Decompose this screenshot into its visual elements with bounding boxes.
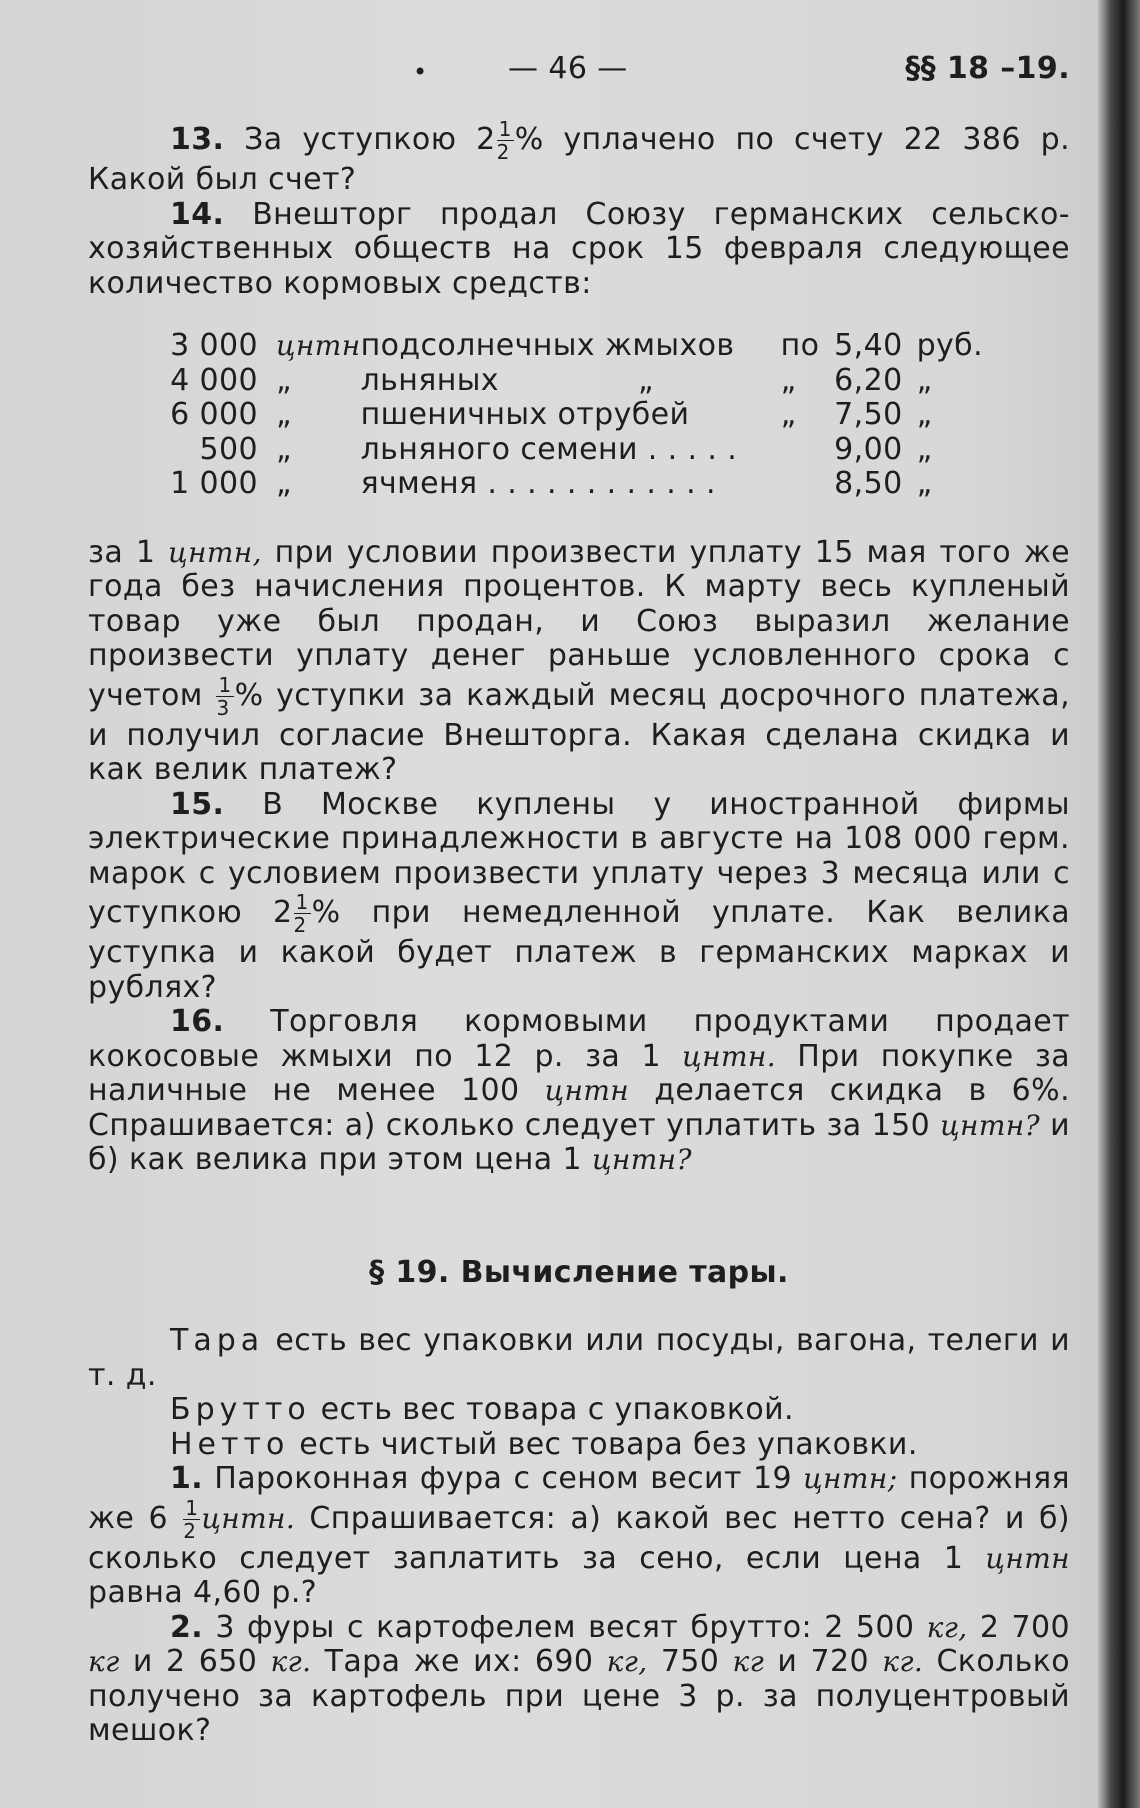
problem-16 — [88, 1005, 1070, 1178]
table-cell-desc: ячменя . . . . . . . . . . . . — [360, 466, 716, 501]
problem-number: 13. — [170, 122, 225, 157]
problem-number: 14. — [170, 196, 225, 232]
unit-text: кг — [732, 1645, 765, 1678]
unit-text: цнтн, — [168, 535, 262, 569]
problem-text: При покупке за наличные не менее 100 — [88, 1038, 1071, 1108]
section-19-heading: § 19. Вычисление тары. — [369, 1254, 789, 1290]
problem-text: Внешторг продал Союзу германских сельско-хозяйственных обществ на срок 15 февраля следующее количество кормовых средств: — [88, 196, 1071, 301]
table-cell-qty: 500 — [199, 431, 258, 467]
problem-text: В Москве куплены у иностранной фирмы электрические принадлежности в августе на 108 000 герм. марок с условием произвести уплату через 3 месяца или с уступкою 2 — [88, 786, 1070, 930]
problem-text: 2 700 — [967, 1609, 1070, 1645]
problem-13 — [88, 118, 1070, 198]
table-cell-po: по — [780, 328, 820, 363]
table-cell-desc: пшеничных отрубей — [360, 397, 690, 432]
problem-text: За уступкою 2 — [244, 122, 496, 157]
problem-text: % при немедленной уплате. Как велика уступка и какой будет платеж в германских марках и рублях? — [88, 895, 1070, 1005]
unit-text: кг. — [882, 1645, 924, 1678]
problem-text: и б) как велика при этом цена 1 — [88, 1107, 1070, 1177]
fraction-denominator: 3 — [216, 695, 230, 720]
definition-text: есть вес упаковки или посуды, вагона, телеги и т. д. — [88, 1323, 1070, 1393]
problem-number: 16. — [170, 1004, 225, 1039]
problem-text: за 1 — [88, 534, 169, 570]
fraction — [497, 118, 514, 163]
fraction-numerator: 1 — [218, 672, 232, 697]
table-cell-currency: руб. — [916, 328, 984, 363]
problem-15 — [88, 788, 1070, 1006]
table-cell-unit: „ — [276, 466, 292, 501]
problem-14-continuation — [88, 536, 1070, 788]
table-cell-currency: „ — [916, 362, 933, 398]
table-row — [170, 467, 1020, 502]
unit-text: цнтн. — [201, 1501, 296, 1535]
unit-text: цнтн; — [803, 1462, 898, 1495]
table-cell-qty: 1 000 — [170, 466, 258, 501]
definition-tara — [88, 1324, 1070, 1393]
table-cell-qty: 4 000 — [170, 362, 258, 398]
problem-text: порожняя же 6 — [88, 1461, 1071, 1536]
table-cell-price: 7,50 — [834, 397, 903, 432]
fraction — [294, 891, 311, 936]
problem-number: 2. — [170, 1609, 204, 1645]
fraction — [183, 1497, 200, 1542]
fraction-denominator: 2 — [183, 1518, 197, 1543]
problem-number: 1. — [170, 1461, 204, 1496]
page-number: — 46 — — [508, 51, 628, 86]
fraction-numerator: 1 — [295, 890, 309, 914]
table-cell-price: 8,50 — [834, 466, 903, 501]
unit-text: цнтн — [985, 1541, 1070, 1575]
table-cell-price: 9,00 — [834, 431, 903, 467]
table-cell-unit: „ — [276, 397, 292, 432]
exercise-1 — [88, 1462, 1070, 1611]
table-cell-currency: „ — [916, 397, 933, 432]
unit-text: кг. — [270, 1645, 312, 1678]
table-cell-currency: „ — [916, 466, 933, 501]
table-cell-unit: цнтн — [276, 329, 361, 362]
page-header — [88, 40, 1070, 100]
table-cell-desc: подсолнечных жмыхов — [360, 328, 735, 363]
table-row — [170, 364, 1020, 399]
table-cell-po: „ — [780, 362, 797, 398]
table-cell-price: 5,40 — [834, 328, 903, 363]
problem-text: % уплачено по счету 22 386 р. Какой был счет? — [88, 122, 1071, 197]
problem-text: Сколько получено за картофель при цене 3 р. за полуцентровый мешок? — [88, 1644, 1070, 1748]
problem-text: делается скидка в 6%. Спрашивается: а) сколько следует уплатить за 150 — [88, 1073, 1070, 1143]
unit-text: цнтн? — [591, 1143, 692, 1176]
table-cell-unit: „ — [276, 362, 292, 398]
table-cell-qty: 6 000 — [170, 397, 258, 432]
table-cell-price: 6,20 — [834, 362, 903, 398]
fraction-denominator: 2 — [293, 913, 307, 937]
fraction — [216, 674, 233, 719]
table-row — [170, 433, 1020, 468]
fraction-numerator: 1 — [185, 1495, 199, 1520]
fraction-numerator: 1 — [498, 117, 512, 141]
unit-text: кг — [88, 1645, 120, 1678]
table-row — [170, 398, 1020, 433]
unit-text: цнтн — [544, 1074, 630, 1107]
table-cell-currency: „ — [916, 431, 933, 467]
header-dot: • — [413, 58, 428, 86]
problem-text: Тара же их: 690 — [311, 1644, 607, 1679]
table-cell-desc: льняных „ — [360, 362, 654, 398]
unit-text: цнтн. — [682, 1039, 777, 1073]
problem-text: Спрашивается: а) какой вес нетто сена? и б) сколько следует заплатить за сено, если цена 1 — [88, 1500, 1070, 1576]
unit-text: кг, — [606, 1645, 648, 1678]
unit-text: кг, — [926, 1610, 968, 1644]
definition-term: Брутто — [170, 1392, 311, 1427]
fraction-denominator: 2 — [496, 140, 510, 164]
table-cell-po — [781, 433, 829, 468]
table-cell-unit: „ — [276, 431, 292, 467]
section-reference: §§ 18 –19. — [905, 51, 1070, 86]
problem-number: 15. — [170, 786, 225, 822]
exercise-2 — [88, 1611, 1070, 1749]
problem-text: при условии произвести уплату 15 мая того же года без начисления процентов. К марту весь купленый товар уже был продан, и Союз выразил желание произвести уплату денег раньше условленного срока с учетом — [88, 534, 1070, 713]
problem-text: и 720 — [764, 1644, 883, 1679]
definition-term: Нетто — [170, 1426, 290, 1462]
table-cell-po — [781, 467, 829, 502]
problem-14-intro — [88, 198, 1070, 302]
table-cell-desc: льняного семени . . . . . — [360, 431, 738, 467]
problem-text: и 2 650 — [119, 1644, 271, 1679]
definition-brutto — [88, 1393, 1070, 1428]
definition-netto — [88, 1428, 1070, 1463]
feed-table — [170, 329, 1020, 502]
definition-text: есть вес товара с упаковкой. — [310, 1392, 794, 1427]
problem-text: равна 4,60 р.? — [88, 1575, 318, 1610]
problem-text: % уступки за каждый месяц досрочного платежа, и получил согласие Внешторга. Какая сделана скидка и как велик платеж? — [88, 677, 1070, 787]
definition-term: Тара — [170, 1323, 265, 1358]
definition-text: есть чистый вес товара без упаковки. — [289, 1426, 918, 1462]
problem-text: 750 — [647, 1644, 733, 1679]
unit-text: цнтн? — [940, 1108, 1041, 1142]
page-content — [88, 40, 1070, 1749]
problem-text: 3 фуры с картофелем весят брутто: 2 500 — [215, 1609, 927, 1645]
problem-text: Пароконная фура с сеном весит 19 — [214, 1461, 804, 1496]
book-spine-shadow — [1098, 0, 1140, 1808]
table-cell-po: „ — [780, 397, 797, 432]
table-cell-qty: 3 000 — [170, 328, 258, 363]
problem-text: Торговля кормовыми продуктами продает кокосовые жмыхи по 12 р. за 1 — [88, 1004, 1070, 1074]
table-row — [170, 329, 1020, 364]
